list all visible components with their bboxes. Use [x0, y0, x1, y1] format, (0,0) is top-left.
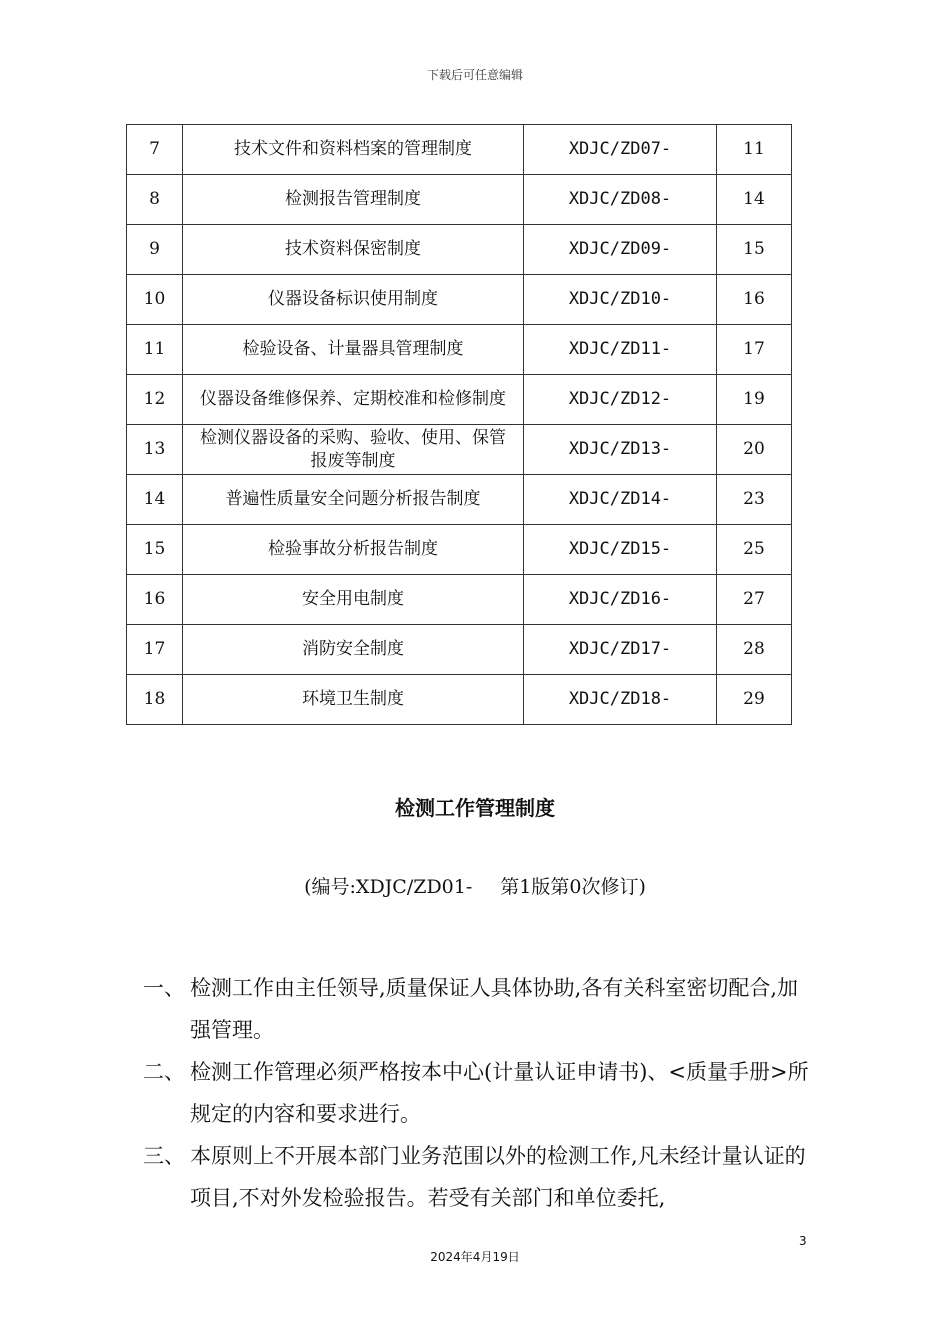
paragraph-number: 三、: [143, 1144, 185, 1168]
toc-row: [127, 275, 792, 325]
toc-page: 28: [743, 639, 765, 659]
toc-number: 18: [143, 689, 166, 709]
toc-page: 11: [743, 139, 765, 159]
toc-code: XDJC/ZD15-: [568, 539, 672, 559]
toc-page: 20: [743, 439, 765, 459]
toc-row: [127, 675, 792, 725]
subtitle-revision: 第1版第0次修订): [500, 876, 646, 898]
toc-title: 技术文件和资料档案的管理制度: [234, 139, 472, 159]
toc-row: [127, 125, 792, 175]
toc-number: 10: [143, 289, 166, 309]
toc-page: 29: [743, 689, 765, 709]
toc-number: 12: [143, 389, 166, 409]
toc-row: [127, 625, 792, 675]
paragraph-text: 本原则上不开展本部门业务范围以外的检测工作,凡未经计量认证的项目,不对外发检验报告。若受有关部门和单位委托,: [190, 1144, 806, 1210]
toc-title: 仪器设备标识使用制度: [268, 289, 438, 309]
toc-row: [127, 225, 792, 275]
toc-row: [127, 375, 792, 425]
toc-code: XDJC/ZD08-: [568, 189, 672, 209]
toc-code: XDJC/ZD09-: [568, 239, 672, 259]
toc-number: 11: [143, 339, 166, 359]
toc-page: 17: [743, 339, 765, 359]
subtitle-code: (编号:XDJC/ZD01-: [304, 876, 473, 898]
toc-title: 检测报告管理制度: [285, 189, 421, 209]
toc-page: 15: [743, 239, 765, 259]
toc-number: 7: [149, 139, 160, 159]
toc-page: 14: [743, 189, 765, 209]
toc-row: [127, 175, 792, 225]
toc-row: [127, 525, 792, 575]
toc-page: 16: [743, 289, 765, 309]
toc-number: 8: [149, 189, 160, 209]
toc-code: XDJC/ZD16-: [568, 589, 672, 609]
toc-code: XDJC/ZD10-: [568, 289, 672, 309]
toc-title: 消防安全制度: [302, 639, 404, 659]
toc-page: 25: [743, 539, 765, 559]
toc-title: 检验设备、计量器具管理制度: [242, 339, 464, 359]
toc-page: 19: [743, 389, 765, 409]
section-title: 检测工作管理制度: [395, 796, 555, 820]
toc-row: [127, 325, 792, 375]
toc-page: 27: [743, 589, 765, 609]
paragraph-text: 检测工作管理必须严格按本中心(计量认证申请书)、<质量手册>所规定的内容和要求进行。: [190, 1060, 809, 1126]
toc-row: [127, 575, 792, 625]
toc-row: [127, 475, 792, 525]
section-subtitle: [0, 872, 950, 899]
paragraph-3: [143, 1135, 811, 1219]
toc-code: XDJC/ZD11-: [568, 339, 672, 359]
toc-table: [126, 124, 792, 725]
toc-number: 14: [143, 489, 166, 509]
toc-row: [127, 425, 792, 475]
toc-page: 23: [743, 489, 765, 509]
toc-number: 17: [143, 639, 166, 659]
toc-title: 安全用电制度: [302, 589, 404, 609]
paragraph-number: 一、: [143, 976, 185, 1000]
toc-code: XDJC/ZD18-: [568, 689, 672, 709]
paragraph-text: 检测工作由主任领导,质量保证人具体协助,各有关科室密切配合,加强管理。: [190, 976, 799, 1042]
toc-code: XDJC/ZD13-: [568, 439, 672, 459]
toc-code: XDJC/ZD07-: [568, 139, 672, 159]
toc-title: 检测仪器设备的采购、验收、使用、保管报废等制度: [200, 427, 506, 471]
page-header: 下载后可任意编辑: [426, 68, 523, 82]
toc-number: 13: [143, 439, 166, 459]
toc-title: 检验事故分析报告制度: [268, 539, 438, 559]
toc-body: [127, 125, 792, 725]
toc-title: 环境卫生制度: [302, 689, 404, 709]
toc-title: 仪器设备维修保养、定期校准和检修制度: [200, 389, 506, 409]
toc-code: XDJC/ZD12-: [568, 389, 672, 409]
paragraph-1: [143, 967, 811, 1051]
page-footer-date: 2024年4月19日: [430, 1250, 520, 1264]
paragraph-2: [143, 1051, 811, 1135]
toc-title: 技术资料保密制度: [285, 239, 421, 259]
toc-number: 15: [143, 539, 166, 559]
toc-number: 9: [149, 239, 160, 259]
page-number: 3: [799, 1234, 807, 1248]
toc-code: XDJC/ZD14-: [568, 489, 672, 509]
toc-number: 16: [143, 589, 166, 609]
paragraph-number: 二、: [143, 1060, 185, 1084]
toc-code: XDJC/ZD17-: [568, 639, 672, 659]
toc-title: 普遍性质量安全问题分析报告制度: [225, 489, 481, 509]
